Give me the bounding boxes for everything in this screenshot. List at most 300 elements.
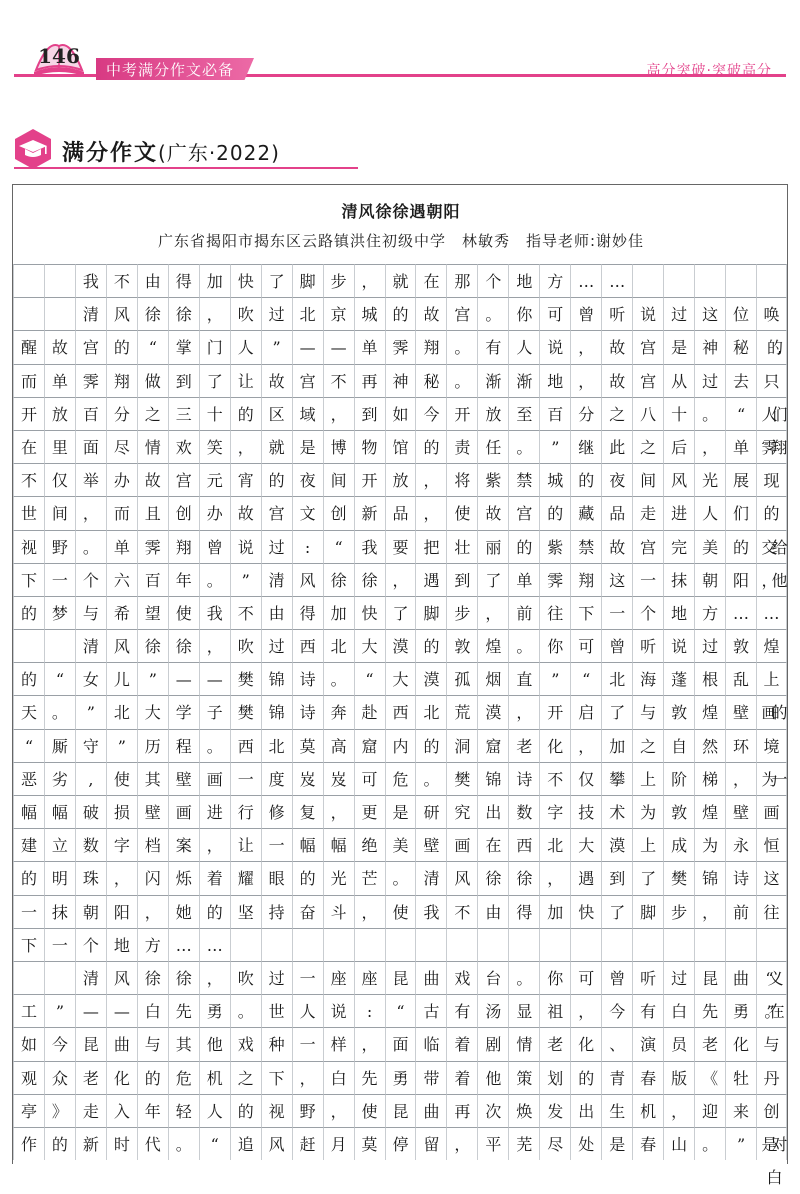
grid-cell: 厮 (44, 729, 75, 762)
grid-cell: 种 (261, 1027, 292, 1060)
grid-cell: 间 (44, 496, 75, 529)
grid-cell (663, 928, 694, 961)
grid-cell: 加 (601, 729, 632, 762)
grid-cell: — (106, 994, 137, 1027)
grid-cell: 。 (199, 729, 230, 762)
grid-cell (323, 928, 354, 961)
grid-cell: 漠 (601, 828, 632, 861)
grid-cell: 徐 (508, 861, 539, 894)
grid-cell: 樊 (230, 662, 261, 695)
grid-cell: 地 (539, 364, 570, 397)
grid-cell: 霁 (137, 530, 168, 563)
grid-cell: ， (415, 496, 446, 529)
grid-cell: 翔 (415, 330, 446, 363)
grid-cell: 明 (44, 861, 75, 894)
grid-cell: 醒 (13, 330, 44, 363)
grid-cell (44, 629, 75, 662)
grid-cell: 清 (415, 861, 446, 894)
grid-cell: 美 (385, 828, 416, 861)
grid-cell (725, 264, 756, 297)
grid-cell: 把 (415, 530, 446, 563)
grid-cell: 员 (663, 1027, 694, 1060)
grid-cell (13, 264, 44, 297)
grid-cell: 损 (106, 795, 137, 828)
grid-cell: 自 (663, 729, 694, 762)
grid-cell: 单 (354, 330, 385, 363)
grid-cell: 其 (137, 762, 168, 795)
grid-cell (539, 928, 570, 961)
grid-cell: 办 (199, 496, 230, 529)
grid-cell: 为 (694, 828, 725, 861)
grid-cell: 故 (137, 463, 168, 496)
grid-cell: 蓬 (663, 662, 694, 695)
grid-cell: 化 (539, 729, 570, 762)
grid-cell: 单 (725, 430, 756, 463)
grid-cell: 方 (137, 928, 168, 961)
grid-cell: 洞 (446, 729, 477, 762)
grid-cell: 着 (446, 1061, 477, 1094)
grid-cell: 字 (539, 795, 570, 828)
grid-cell: 如 (385, 397, 416, 430)
grid-cell: 故 (44, 330, 75, 363)
grid-cell: 笑 (199, 430, 230, 463)
grid-cell: 。 (477, 297, 508, 330)
grid-cell: 的 (230, 397, 261, 430)
grid-cell: ” (261, 330, 292, 363)
grid-cell: : (354, 994, 385, 1027)
grid-cell: 永 (725, 828, 756, 861)
grid-cell: 不 (446, 895, 477, 928)
grid-cell: 大 (570, 828, 601, 861)
grid-cell: 漠 (415, 662, 446, 695)
grid-cell: 个 (75, 563, 106, 596)
grid-cell: 赶 (292, 1127, 323, 1160)
grid-cell: 这 (694, 297, 725, 330)
grid-cell: 新 (354, 496, 385, 529)
grid-cell: 画 (756, 795, 787, 828)
grid-cell: 神 (385, 364, 416, 397)
grid-cell: 个 (632, 596, 663, 629)
grid-cell: 北 (539, 828, 570, 861)
grid-cell: 世 (261, 994, 292, 1027)
grid-cell: ， (570, 330, 601, 363)
grid-cell (632, 264, 663, 297)
grid-cell: ， (539, 861, 570, 894)
grid-cell: 内 (385, 729, 416, 762)
grid-cell: 汤 (477, 994, 508, 1027)
grid-cell: 的 (570, 463, 601, 496)
grid-cell: 环 (725, 729, 756, 762)
grid-cell: 可 (570, 629, 601, 662)
grid-cell (44, 264, 75, 297)
grid-cell: 风 (106, 297, 137, 330)
grid-cell: 门 (199, 330, 230, 363)
grid-cell: 老 (75, 1061, 106, 1094)
grid-cell: 。 (446, 364, 477, 397)
grid-cell: 城 (354, 297, 385, 330)
grid-cell: 丽 (477, 530, 508, 563)
grid-cell: 高 (323, 729, 354, 762)
grid-cell: “ (725, 397, 756, 430)
grid-cell: 继 (570, 430, 601, 463)
grid-cell: 只 (756, 364, 787, 397)
grid-cell: 吹 (230, 961, 261, 994)
grid-cell: 立 (44, 828, 75, 861)
grid-cell: ， (323, 795, 354, 828)
grid-cell: ” (137, 662, 168, 695)
grid-cell: 加 (199, 264, 230, 297)
grid-cell: 他 (477, 1061, 508, 1094)
grid-cell: 幅 (323, 828, 354, 861)
grid-cell: 故 (601, 530, 632, 563)
grid-cell: ， (230, 430, 261, 463)
grid-cell: 斗 (323, 895, 354, 928)
grid-cell: ， (137, 895, 168, 928)
grid-cell: 曾 (199, 530, 230, 563)
grid-cell: 次 (477, 1094, 508, 1127)
grid-cell: 可 (354, 762, 385, 795)
grid-cell: 的 (106, 330, 137, 363)
grid-cell: ” (539, 430, 570, 463)
grid-cell: 入 (106, 1094, 137, 1127)
grid-cell: 渐 (508, 364, 539, 397)
grid-cell: 年 (168, 563, 199, 596)
grid-cell: 的 (385, 297, 416, 330)
grid-cell (446, 928, 477, 961)
grid-cell: 上 (756, 662, 787, 695)
grid-cell: 今 (44, 1027, 75, 1060)
grid-cell: 壮 (446, 530, 477, 563)
grid-cell: 戏 (230, 1027, 261, 1060)
grid-cell: 到 (168, 364, 199, 397)
grid-cell: ， (323, 397, 354, 430)
grid-cell: 过 (694, 364, 725, 397)
grid-cell: 一 (44, 563, 75, 596)
grid-cell: 平 (477, 1127, 508, 1160)
grid-cell: 博 (323, 430, 354, 463)
grid-cell: 划 (539, 1061, 570, 1094)
grid-cell: 而 (106, 496, 137, 529)
grid-cell: 轻 (168, 1094, 199, 1127)
grid-cell: 的 (137, 1061, 168, 1094)
grid-cell: 个 (75, 928, 106, 961)
grid-cell: 快 (230, 264, 261, 297)
grid-cell: 百 (137, 563, 168, 596)
grid-cell: 昆 (694, 961, 725, 994)
grid-cell: 过 (694, 629, 725, 662)
grid-cell: 漠 (477, 695, 508, 728)
grid-cell: 工 (13, 994, 44, 1027)
grid-cell: 白 (323, 1061, 354, 1094)
grid-cell: 朝 (694, 563, 725, 596)
grid-cell: 清 (75, 629, 106, 662)
grid-cell: 子 (199, 695, 230, 728)
grid-cell: 做 (137, 364, 168, 397)
grid-cell: 脚 (415, 596, 446, 629)
grid-row (13, 828, 787, 861)
grid-cell: 再 (354, 364, 385, 397)
grid-cell: 得 (168, 264, 199, 297)
grid-cell: 脚 (292, 264, 323, 297)
grid-cell: 可 (539, 297, 570, 330)
grid-cell: 破 (75, 795, 106, 828)
grid-cell: 他 (199, 1027, 230, 1060)
grid-cell: 由 (137, 264, 168, 297)
grid-cell: 着 (199, 861, 230, 894)
grid-cell: “ (570, 662, 601, 695)
grid-row (13, 928, 787, 961)
grid-cell: “ (323, 530, 354, 563)
grid-cell: 的 (415, 629, 446, 662)
grid-cell: 那 (446, 264, 477, 297)
grid-cell: … (570, 264, 601, 297)
grid-cell: 翔 (570, 563, 601, 596)
grid-cell: 勇 (725, 994, 756, 1027)
grid-cell: 追 (230, 1127, 261, 1160)
grid-cell: 放 (477, 397, 508, 430)
grid-cell: 观 (13, 1061, 44, 1094)
grid-cell: 开 (13, 397, 44, 430)
grid-cell: “ (44, 662, 75, 695)
grid-row (13, 662, 787, 695)
grid-cell: 她 (168, 895, 199, 928)
grid-cell: 清 (75, 297, 106, 330)
grid-cell: 往 (539, 596, 570, 629)
grid-cell: 锦 (261, 695, 292, 728)
grid-cell: 加 (323, 596, 354, 629)
grid-cell: 风 (663, 463, 694, 496)
grid-cell: 壁 (415, 828, 446, 861)
grid-cell: 新 (75, 1127, 106, 1160)
grid-cell: 开 (446, 397, 477, 430)
grid-cell: 锦 (261, 662, 292, 695)
grid-cell: “ (13, 729, 44, 762)
grid-cell: 座 (354, 961, 385, 994)
grid-cell: 奔 (323, 695, 354, 728)
grid-cell: 风 (106, 961, 137, 994)
grid-cell: 复 (292, 795, 323, 828)
grid-cell: 元 (199, 463, 230, 496)
grid-row (13, 264, 787, 297)
grid-cell: 。 (446, 330, 477, 363)
grid-cell: 曲 (106, 1027, 137, 1060)
grid-cell: 下 (261, 1061, 292, 1094)
grid-cell: 有 (632, 994, 663, 1027)
grid-cell: 从 (663, 364, 694, 397)
grid-cell: 坚 (230, 895, 261, 928)
grid-cell: 劣 (44, 762, 75, 795)
grid-cell: 不 (323, 364, 354, 397)
grid-cell: 人 (199, 1094, 230, 1127)
grid-cell: 诗 (292, 662, 323, 695)
grid-cell: 敦 (663, 695, 694, 728)
grid-cell: , (75, 762, 106, 795)
grid-cell: 光 (323, 861, 354, 894)
grid-cell: 曲 (415, 961, 446, 994)
grid-cell: 前 (725, 895, 756, 928)
grid-row (13, 330, 787, 363)
grid-cell: 徐 (137, 961, 168, 994)
grid-cell (570, 928, 601, 961)
grid-cell: 启 (570, 695, 601, 728)
grid-cell: 情 (137, 430, 168, 463)
section-title-source: (广东·2022) (158, 141, 280, 165)
grid-cell: 更 (354, 795, 385, 828)
grid-cell: 恶 (13, 762, 44, 795)
grid-row (13, 729, 787, 762)
grid-cell: 不 (539, 762, 570, 795)
grid-cell: 一 (230, 762, 261, 795)
grid-cell: 青 (601, 1061, 632, 1094)
grid-cell: 梯 (694, 762, 725, 795)
grid-cell (477, 928, 508, 961)
grid-cell: 听 (632, 629, 663, 662)
grid-cell: 徐 (137, 629, 168, 662)
grid-cell: 紫 (477, 463, 508, 496)
grid-cell: 了 (601, 895, 632, 928)
grid-cell: 白 (663, 994, 694, 1027)
grid-cell: 宫 (446, 297, 477, 330)
grid-cell: 使 (168, 596, 199, 629)
grid-cell: 宵 (230, 463, 261, 496)
grid-cell: 完 (663, 530, 694, 563)
grid-cell: 清 (261, 563, 292, 596)
grid-cell: 的 (415, 430, 446, 463)
grid-cell: 守 (75, 729, 106, 762)
grid-cell: 其 (168, 1027, 199, 1060)
grid-cell: 窟 (354, 729, 385, 762)
grid-cell: 与 (75, 596, 106, 629)
grid-cell: 文 (292, 496, 323, 529)
grid-cell: 。 (508, 629, 539, 662)
grid-cell: 这 (601, 563, 632, 596)
grid-cell: 吹 (230, 297, 261, 330)
grid-cell: 一 (601, 596, 632, 629)
grid-cell (632, 928, 663, 961)
grid-cell: 西 (292, 629, 323, 662)
grid-cell: 们 (725, 496, 756, 529)
grid-cell: 眼 (261, 861, 292, 894)
grid-cell: 进 (663, 496, 694, 529)
grid-cell: 这 (756, 861, 787, 894)
grid-cell: 煌 (694, 795, 725, 828)
grid-cell: 版 (663, 1061, 694, 1094)
grid-cell: 恒 (756, 828, 787, 861)
grid-cell: 窟 (477, 729, 508, 762)
grid-row (13, 895, 787, 928)
grid-cell: 情 (508, 1027, 539, 1060)
grid-cell: 之 (230, 1061, 261, 1094)
grid-cell: 故 (601, 364, 632, 397)
grid-cell: 岌 (323, 762, 354, 795)
grid-cell: 曾 (601, 961, 632, 994)
grid-cell: 。 (694, 1127, 725, 1160)
grid-cell: 昆 (75, 1027, 106, 1060)
grid-cell: 焕 (508, 1094, 539, 1127)
grid-cell: 馆 (385, 430, 416, 463)
grid-cell: 年 (137, 1094, 168, 1127)
grid-cell: 秘 (415, 364, 446, 397)
grid-cell: 区 (261, 397, 292, 430)
grid-cell: 天 (13, 695, 44, 728)
grid-cell: 的 (230, 1094, 261, 1127)
section-title-label: 满分作文 (62, 141, 159, 166)
grid-cell: 霁 (539, 563, 570, 596)
grid-cell: 与 (756, 1027, 787, 1060)
grid-cell: 风 (106, 629, 137, 662)
grid-cell: 的 (13, 861, 44, 894)
grid-cell: 了 (632, 861, 663, 894)
grid-cell: 下 (13, 928, 44, 961)
grid-cell: ， (477, 596, 508, 629)
grid-cell: ， (199, 828, 230, 861)
grid-cell: 。 (694, 397, 725, 430)
grid-cell: 一 (261, 828, 292, 861)
grid-cell: 让 (230, 828, 261, 861)
grid-cell: 交给 (756, 530, 787, 563)
grid-cell: 不 (106, 264, 137, 297)
grid-cell: 放 (385, 463, 416, 496)
grid-cell: 说 (663, 629, 694, 662)
grid-cell: 阳 (725, 563, 756, 596)
grid-cell: 画 (446, 828, 477, 861)
grid-cell: … (756, 596, 787, 629)
grid-cell: ， (199, 961, 230, 994)
grid-cell: 宫 (508, 496, 539, 529)
grid-cell: 到 (446, 563, 477, 596)
header-book-title: 中考满分作文必备 (106, 61, 235, 79)
grid-cell: 迎 (694, 1094, 725, 1127)
grid-cell: 曾 (601, 629, 632, 662)
grid-cell: … (601, 264, 632, 297)
grid-cell: 抹 (44, 895, 75, 928)
grid-cell: 霁 (385, 330, 416, 363)
grid-cell: 人 (230, 330, 261, 363)
grid-cell: 画 (168, 795, 199, 828)
grid-row (13, 463, 787, 496)
grid-row (13, 861, 787, 894)
grid-row (13, 530, 787, 563)
grid-cell: 听 (601, 297, 632, 330)
grid-cell: 是 (385, 795, 416, 828)
grid-cell: 分 (106, 397, 137, 430)
grid-cell: 吹 (230, 629, 261, 662)
grid-cell: 说 (632, 297, 663, 330)
grid-cell: 今 (415, 397, 446, 430)
grid-cell: 岌 (292, 762, 323, 795)
grid-cell: 城 (539, 463, 570, 496)
grid-cell: 戏 (446, 961, 477, 994)
grid-cell: 百 (539, 397, 570, 430)
grid-cell: 说 (230, 530, 261, 563)
grid-cell: ， (199, 297, 230, 330)
grid-cell: 风 (261, 1127, 292, 1160)
grid-cell: 徐 (323, 563, 354, 596)
grid-cell: 阳 (106, 895, 137, 928)
grid-cell: 。 (508, 430, 539, 463)
grid-cell: 勇 (199, 994, 230, 1027)
grid-cell: 幅 (292, 828, 323, 861)
grid-cell: 你 (539, 961, 570, 994)
grid-cell: 。”在 (756, 994, 787, 1027)
grid-cell: 创 (756, 1094, 787, 1127)
grid-cell: 程 (168, 729, 199, 762)
grid-cell: 山 (663, 1127, 694, 1160)
grid-cell: 诗 (725, 861, 756, 894)
grid-cell: 霁 (75, 364, 106, 397)
grid-cell: 的 (415, 729, 446, 762)
grid-cell: 进 (199, 795, 230, 828)
